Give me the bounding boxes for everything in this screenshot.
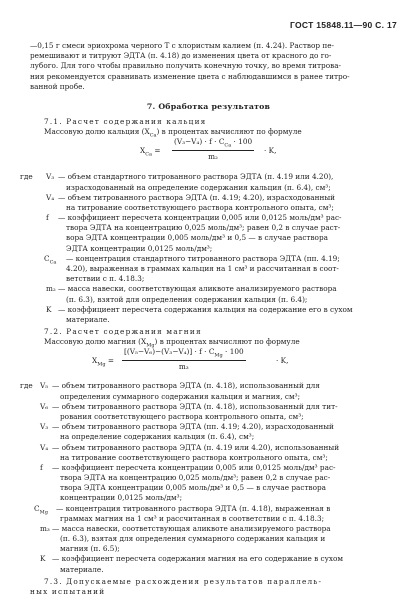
def-line: — объем титрованного раствора ЭДТА (п. 4.19; 4.20), израсходованный	[58, 192, 335, 202]
def-symbol: f	[46, 213, 49, 223]
def-line: — коэффициент пересчета концентрации 0,005 или 0,0125 моль/дм³ рас-	[52, 462, 336, 472]
formula-denominator: m₂	[208, 151, 218, 161]
def-line: ветствии с п. 4.18.3;	[66, 274, 145, 284]
formula-fraction	[122, 347, 246, 370]
def-line: — объем титрованного раствора ЭДТА (пп. 4.19; 4.20), израсходованный	[52, 422, 334, 432]
def-line: — концентрация титрованного раствора ЭДТА (п. 4.18), выраженная в	[56, 503, 331, 513]
formula-tail: · K,	[276, 356, 289, 366]
def-line: вора ЭДТА концентрации 0,005 моль/дм³ и 0,5 — в случае раствора	[66, 233, 328, 243]
def-prefix: где	[20, 172, 33, 182]
def-line: материале.	[66, 314, 110, 324]
def-line: — коэффициент пересчета концентрации 0,005 или 0,0125 моль/дм³ рас-	[58, 213, 342, 223]
subsection-title: 7.1. Расчет содержания кальция	[44, 116, 207, 126]
def-symbol: V₅	[40, 381, 49, 391]
def-symbol: f	[40, 462, 43, 472]
def-line: материале.	[60, 564, 104, 574]
def-line: ЭДТА концентрации 0,0125 моль/дм³;	[66, 243, 213, 253]
def-line: определения суммарного содержания кальция и магния, см³;	[60, 391, 301, 401]
text-line: ремешивают и титруют ЭДТА (п. 4.18) до изменения цвета от красного до го-	[30, 51, 332, 61]
def-symbol: V₄	[46, 192, 55, 202]
def-line: — объем титрованного раствора ЭДТА (п. 4.18), использованный для тит-	[52, 401, 338, 411]
page-header: ГОСТ 15848.11—90 С. 17	[289, 20, 397, 30]
def-symbol: $C_{Ca}$	[44, 253, 57, 266]
def-symbol: V₄	[40, 442, 49, 452]
text-line: ния рекомендуется сравнивать изменение цвета с наблюдавшимся в ранее титро-	[30, 71, 350, 81]
def-line: — концентрация стандартного титрованного раствора ЭДТА (пп. 4.19;	[66, 253, 340, 263]
def-line: 4.20), выраженная в граммах кальция на 1 см³ и рассчитанная в соот-	[66, 263, 339, 273]
def-line: твора ЭДТА на концентрацию 0,025 моль/дм³; равен 0,2 в случае рас-	[60, 473, 331, 482]
def-line: твора ЭДТА на концентрацию 0,025 моль/дм³; равен 0,2 в случае раст-	[66, 223, 341, 233]
formula-denominator: m₃	[178, 361, 189, 371]
def-line: на определение содержания кальция (п. 6.4), см³;	[60, 432, 255, 442]
def-line: граммах магния на 1 см³ и рассчитанная в соответствии с п. 4.18.3;	[60, 513, 325, 523]
def-line: на титрование соответствующего раствора контрольного опыта, см³;	[60, 452, 328, 462]
def-line: — объем титрованного раствора ЭДТА (п. 4.19 или 4.20), использованный	[52, 442, 340, 452]
def-line: на титрование соответствующего раствора контрольного опыта, см³;	[66, 202, 334, 212]
def-symbol: V₃	[40, 422, 49, 432]
formula-lhs: $X_{Ca}$ =	[140, 146, 161, 158]
subsection-title: 7.3. Допускаемые расхождения результатов параллель-	[44, 576, 323, 586]
def-symbol: $C_{Mg}$	[34, 503, 48, 515]
formula-fraction	[172, 137, 254, 160]
formula-intro: Массовую долю кальция $(X_{Ca})$ в процентах вычисляют по формуле	[44, 127, 302, 139]
def-symbol: V₃	[46, 172, 55, 182]
subsection-title: ных испытаний	[30, 586, 106, 596]
formula-intro: Массовую долю магния $(X_{Mg})$ в процентах вычисляют по формуле	[44, 337, 300, 349]
text-line: ванной пробе.	[30, 81, 85, 91]
def-prefix: где	[20, 381, 33, 391]
def-line: — коэффициент пересчета содержания кальция на содержание его в сухом	[58, 304, 353, 314]
def-line: — коэффициент пересчета содержания магния на его содержание в сухом	[52, 554, 344, 564]
def-line: (п. 6.3), взятой для определения содержания кальция (п. 6.4);	[66, 294, 308, 304]
def-symbol: K	[40, 554, 46, 564]
def-line: магния (п. 6.5);	[60, 544, 120, 554]
def-line: (п. 6.3), взятая для определения суммарного содержания кальция и	[60, 534, 326, 543]
def-line: концентрации 0,0125 моль/дм³;	[60, 493, 183, 503]
def-line: твора ЭДТА концентрации 0,005 моль/дм³ и 0,5 — в случае раствора	[60, 483, 326, 493]
text-line: —0,15 г смеси эриохрома черного Т с хлористым калием (п. 4.24). Раствор пе-	[30, 41, 335, 50]
def-symbol: K	[46, 304, 52, 314]
formula-numerator: $[(V_5-V_6)-(V_3-V_4)] \cdot f \cdot C_{Mg} \cdot 100$	[124, 347, 244, 359]
def-line: — масса навески, соответствующая аликвоте анализируемого раствора	[52, 523, 331, 533]
section-title: 7. Обработка результатов	[146, 102, 271, 112]
text-line: лубого. Для того чтобы правильно получить конечную точку, во время титрова-	[30, 61, 342, 71]
def-line: — масса навески, соответствующая аликвоте анализируемого раствора	[58, 284, 337, 294]
def-symbol: m₂	[46, 284, 56, 294]
def-line: — объем титрованного раствора ЭДТА (п. 4.18), использованный для	[52, 381, 320, 391]
def-line: израсходованный на определение содержания кальция (п. 6.4), см³;	[66, 182, 331, 192]
formula-lhs: $X_{Mg}$ =	[92, 356, 114, 368]
formula-tail: · K,	[264, 146, 277, 156]
def-symbol: m₃	[40, 523, 50, 533]
subsection-title: 7.2. Расчет содержания магния	[44, 326, 202, 336]
def-line: рования соответствующего раствора контрольного опыта, см³;	[60, 411, 304, 421]
def-symbol: V₆	[40, 401, 49, 411]
formula-numerator: $(V_3-V_4) \cdot f \cdot C_{Ca} \cdot 100$	[174, 137, 253, 149]
def-line: — объем стандартного титрованного раствора ЭДТА (п. 4.19 или 4.20),	[58, 172, 334, 182]
